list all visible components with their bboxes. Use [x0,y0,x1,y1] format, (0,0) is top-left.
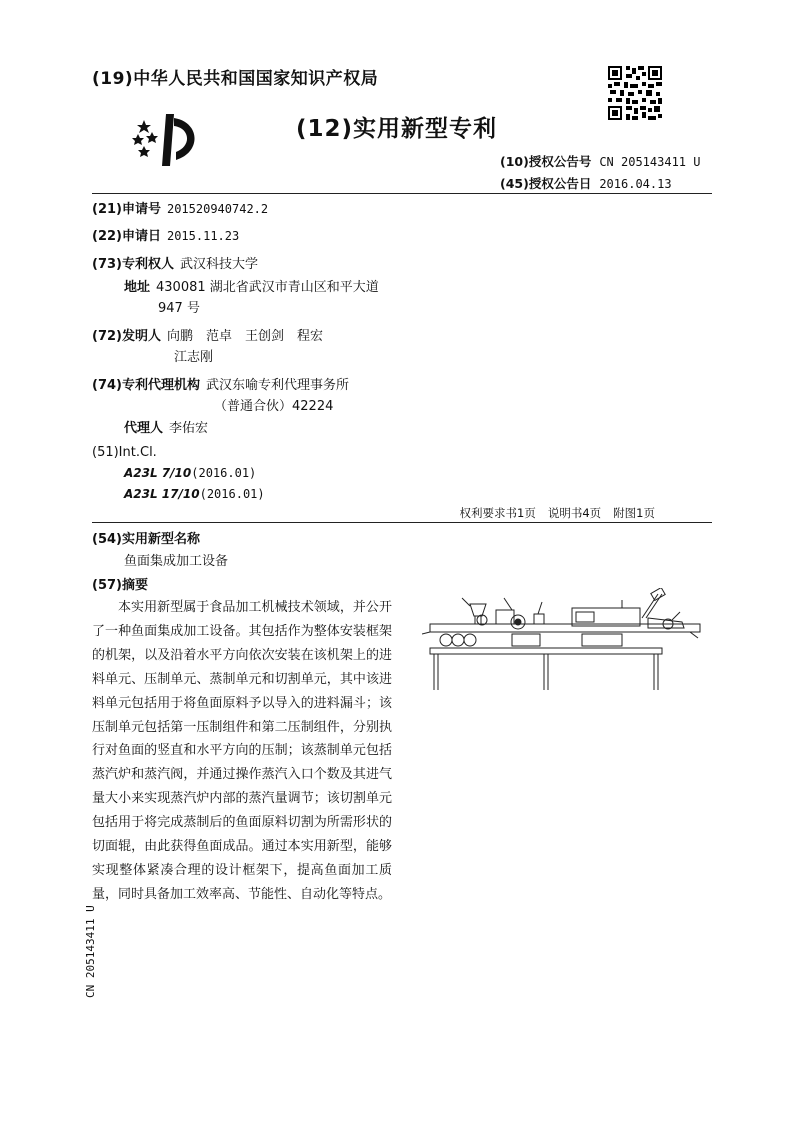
agency-label: (74)专利代理机构 [92,378,200,393]
publication-date-label: (45)授权公告日 [500,176,592,191]
address-row [124,276,379,295]
inventor-row [92,325,323,344]
publication-number-value: CN 205143411 U [599,155,701,169]
abstract-text: 本实用新型属于食品加工机械技术领域，并公开了一种鱼面集成加工设备。其包括作为整体安装框架的机架，以及沿着水平方向依次安装在该机架上的进料单元、压制单元、蒸制单元和切割单元，其中该进料单元包括用于将鱼面原料予以导入的进料漏斗；该压制单元包括第一压制组件和第二压制组件，分别执行对鱼面的竖直和水平方向的压制；该蒸制单元包括蒸汽炉和蒸汽阀，并通过操作蒸汽入口个数及其进气量大小来实现蒸汽炉内部的蒸汽量调节；该切割单元包括用于将完成蒸制后的鱼面原料切割为所需形状的切面辊，由此获得鱼面成品。通过本实用新型，能够实现整体紧凑合理的设计框架下，提高鱼面加工质量，同时具备加工效率高、节能性、自动化等特点。 [92,600,392,902]
publication-number-label: (10)授权公告号 [500,154,592,169]
logo-star-4 [138,146,150,157]
ipc-row-1 [124,466,256,480]
machine-frame-lower [430,648,662,654]
steam-oven [572,608,640,626]
ipc-code-1: A23L 7/10 [124,466,192,480]
representative-drawing [422,588,712,690]
page-counts [448,505,655,521]
agent-row [124,417,208,436]
patentee-row [92,253,258,272]
agent-value: 李佑宏 [169,421,209,436]
agency-row [92,374,349,393]
qr-code [608,66,662,120]
patentee-value: 武汉科技大学 [179,257,258,272]
application-date-value: 2015.11.23 [166,229,240,243]
bibliographic-divider [92,522,712,523]
header-divider [92,193,712,194]
patentee-label: (73)专利权人 [92,257,174,272]
inventor-label: (72)发明人 [92,329,161,344]
publication-number-row [500,152,700,170]
abstract-label [92,574,148,593]
publication-date-row [500,174,672,192]
title-label-text: (54)实用新型名称 [92,532,200,547]
document-type: (12)实用新型专利 [296,116,498,142]
vertical-document-number: CN 205143411 U [84,905,97,998]
address-line-2: 947 号 [158,301,200,316]
application-number-label: (21)申请号 [92,202,161,217]
abstract-label-text: (57)摘要 [92,578,148,593]
feed-hopper [470,604,486,616]
inventor-line-2: 江志刚 [174,350,214,365]
inventor-line-1: 向鹏 范卓 王创剑 程宏 [166,329,323,344]
logo-emblem [162,114,195,166]
application-number-value: 201520940742.2 [166,202,269,216]
intcl-label: (51)Int.Cl. [92,445,157,460]
agency-line-1: 武汉东喻专利代理事务所 [205,378,349,393]
logo-star-3 [146,132,158,143]
address-label: 地址 [124,280,151,295]
ipc-code-2: A23L 17/10 [124,487,200,501]
application-date-label: (22)申请日 [92,229,161,244]
cnipa-logo [130,108,210,170]
address-line-1: 430081 湖北省武汉市青山区和平大道 [156,280,379,295]
office-name: (19)中华人民共和国国家知识产权局 [92,69,379,89]
agency-line-2: （普通合伙）42224 [214,399,334,414]
application-number-row [92,198,268,217]
title-label [92,528,200,547]
publication-date-value: 2016.04.13 [599,177,672,191]
ipc-date-2: (2016.01) [199,487,265,501]
agent-label: 代理人 [124,421,164,436]
application-date-row [92,225,239,244]
claims-pages: 权利要求书1页 [459,506,536,520]
description-pages: 说明书4页 [547,506,602,520]
drawing-pages: 附图1页 [613,506,655,520]
ipc-date-1: (2016.01) [191,466,257,480]
logo-star-2 [132,134,144,145]
utility-model-title: 鱼面集成加工设备 [124,554,229,569]
ipc-row-2 [124,487,265,501]
logo-star-1 [137,120,151,133]
